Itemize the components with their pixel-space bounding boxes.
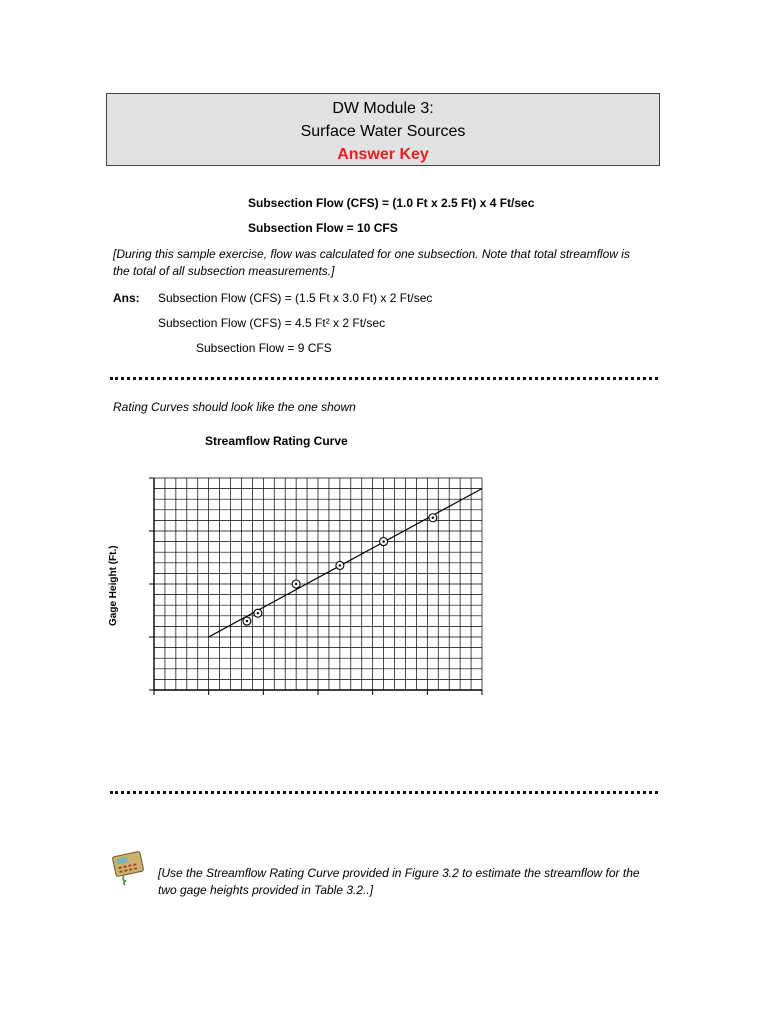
data-point-center — [246, 620, 248, 622]
calculator-icon — [110, 846, 150, 886]
answer-label: Ans: — [113, 291, 140, 305]
answer-line3: Subsection Flow = 9 CFS — [196, 341, 332, 355]
answer-key-label: Answer Key — [337, 146, 429, 163]
rating-curve-chart — [140, 470, 490, 700]
rating-intro: Rating Curves should look like the one shown — [113, 400, 356, 414]
module-title: DW Module 3: — [332, 100, 434, 117]
answer-line1: Subsection Flow (CFS) = (1.5 Ft x 3.0 Ft) x 2 Ft/sec — [158, 291, 433, 305]
data-point-center — [295, 583, 297, 585]
chart-title: Streamflow Rating Curve — [205, 434, 348, 448]
data-point-center — [339, 564, 341, 566]
example-note-line1: [During this sample exercise, flow was calculated for one subsection. Note that total streamflow is — [113, 247, 630, 261]
data-point-center — [257, 612, 259, 614]
example-note-line2: the total of all subsection measurements.] — [113, 264, 335, 278]
dotted-divider — [110, 791, 658, 794]
data-point-center — [382, 540, 384, 542]
data-point-center — [432, 517, 434, 519]
instruction-line1: [Use the Streamflow Rating Curve provided in Figure 3.2 to estimate the streamflow for the — [158, 866, 640, 880]
header-box — [106, 93, 660, 166]
instruction-line2: two gage heights provided in Table 3.2..] — [158, 883, 374, 897]
example-formula: Subsection Flow (CFS) = (1.0 Ft x 2.5 Ft) x 4 Ft/sec — [248, 196, 535, 210]
module-subtitle: Surface Water Sources — [300, 123, 466, 140]
y-axis-label: Gage Height (Ft.) — [108, 545, 119, 626]
answer-line2: Subsection Flow (CFS) = 4.5 Ft² x 2 Ft/sec — [158, 316, 386, 330]
dotted-divider — [110, 377, 658, 380]
example-result: Subsection Flow = 10 CFS — [248, 221, 398, 235]
